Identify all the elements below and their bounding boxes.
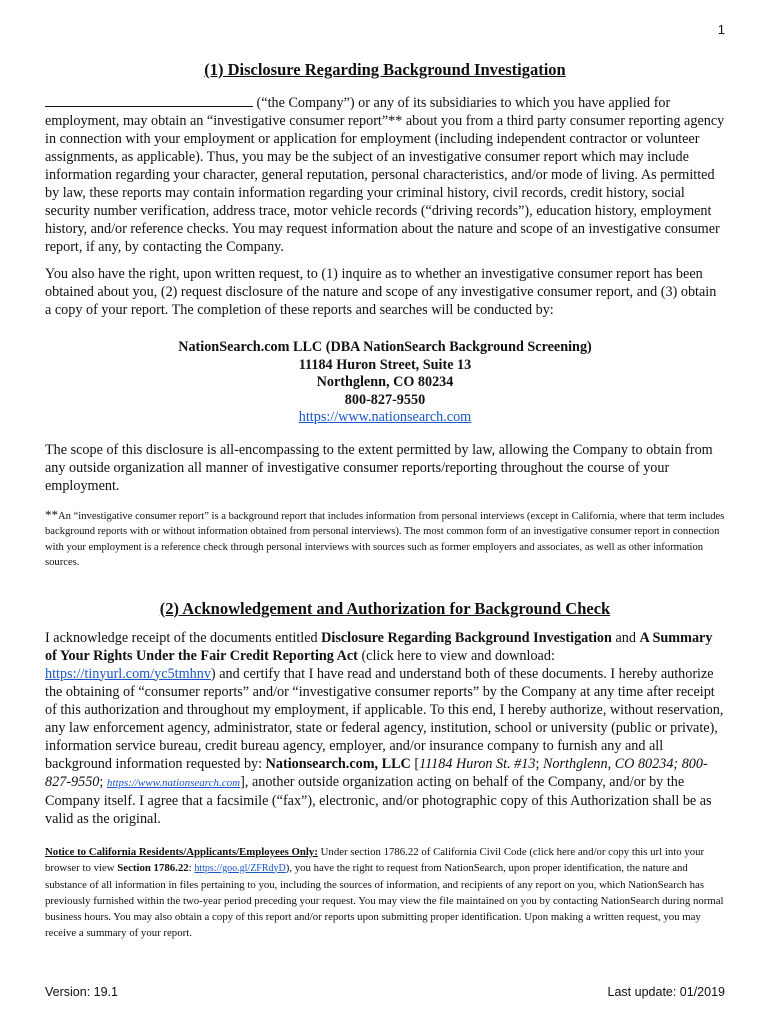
fcra-summary-link[interactable]: https://tinyurl.com/yc5tmhnv (45, 665, 211, 682)
agency-address-block (45, 339, 725, 427)
page-number: 1 (717, 22, 725, 37)
version-label: Version: 19.1 (45, 985, 118, 999)
agency-city: Northglenn, CO 80234 (316, 374, 454, 390)
california-notice-heading: Notice to California Residents/Applicants/Employees Only: (45, 845, 318, 858)
document-body (45, 60, 725, 941)
agency-phone: 800-827-9550 (344, 391, 426, 408)
agency-name: NationSearch.com LLC (DBA NationSearch Background Screening) (178, 339, 592, 355)
nationsearch-link[interactable]: https://www.nationsearch.com (106, 776, 241, 789)
disclosure-paragraph-1: (“the Company”) or any of its subsidiaries to which you have applied for employment, may obtain an “investigative consumer report”** about you from a third party consumer reporting agency in connection with your employment or application for employment (including independent contractor or volunteer assignments, as applicable). Thus, you may be the subject of an investigative consumer report which may include information regarding your character, general reputation, personal characteristics, and/or mode of living. As permitted by law, these reports may contain information regarding your criminal history, civil records, credit history, social security number verification, address trace, motor vehicle records (“driving records”), education history, employment history, and/or reference checks. You may request information about the nature and scope of an investigative consumer report, if any, by contacting the Company. (45, 95, 725, 255)
last-update-label: Last update: 01/2019 (607, 985, 725, 999)
california-notice: Notice to California Residents/Applicants/Employees Only: Under section 1786.22 of California Civil Code (click here and/or copy this url into your browser to view Section 1786.22: https://goo.gl/ZFRdyD), you have the right to request from NationSearch, upon proper identification, the nature and substance of all information in files pertaining to you, including the sources of information, and recipients of any report on you, which NationSearch has previously furnished within the two-year period preceding your request. You may view the file maintained on you by contacting NationSearch during normal business hours. You may also obtain a copy of this report and/or reports upon submitting proper identification. Upon making a written request, you may receive a summary of your report. (45, 845, 724, 939)
footnote (45, 507, 725, 571)
disclosure-paragraph-2: You also have the right, upon written request, to (1) inquire as to whether an investigative consumer report has been obtained about you, (2) request disclosure of the nature and scope of any investigative consumer report, and (3) obtain a copy of your report. The completion of these reports and searches will be conducted by: (45, 266, 717, 318)
footnote-marker: ** (45, 506, 58, 522)
agency-website-link[interactable]: https://www.nationsearch.com (298, 409, 472, 425)
company-name-blank[interactable] (45, 94, 253, 107)
footnote-text: An “investigative consumer report” is a background report that includes information from personal interviews (except in California, where that term includes background reports with or without information obtained from personal interviews). The most common form of an investigative consumer report in connection with your employment is a reference check through personal interviews with sources such as former employers and associates, as well as other information sources. (45, 510, 725, 568)
page-footer (45, 985, 725, 999)
disclosure-scope-paragraph: The scope of this disclosure is all-encompassing to the extent permitted by law, allowing the Company to obtain from any outside organization all manner of investigative consumer reports/reporting throughout the course of your employment. (45, 441, 713, 494)
civil-code-link[interactable]: https://goo.gl/ZFRdyD (194, 862, 286, 874)
authorization-paragraph: I acknowledge receipt of the documents entitled Disclosure Regarding Background Investigation and A Summary of Your Rights Under the Fair Credit Reporting Act (click here to view and download: https://tinyurl.com/yc5tmhnv) and certify that I have read and understand both of these documents. I hereby authorize the obtaining of “consumer reports” and/or “investigative consumer reports” by the Company at any time after receipt of this authorization and throughout my employment, if applicable. To this end, I hereby authorize, without reservation, any law enforcement agency, administrator, state or federal agency, institution, school or university (public or private), information service bureau, credit bureau agency, employer, and/or insurance company to furnish any and all background information requested by: Nationsearch.com, LLC [11184 Huron St. #13; Northglenn, CO 80234; 800-827-9550; https://www.nationsearch.com], another outside organization acting on behalf of the Company, and/or by the Company itself. I agree that a facsimile (“fax”), electronic, and/or photographic copy of this Authorization shall be as valid as the original. (45, 629, 724, 827)
section2 (45, 599, 725, 941)
section2-title: (2) Acknowledgement and Authorization for Background Check (159, 598, 611, 618)
section1-title: (1) Disclosure Regarding Background Investigation (204, 60, 566, 79)
agency-street: 11184 Huron Street, Suite 13 (298, 356, 472, 373)
